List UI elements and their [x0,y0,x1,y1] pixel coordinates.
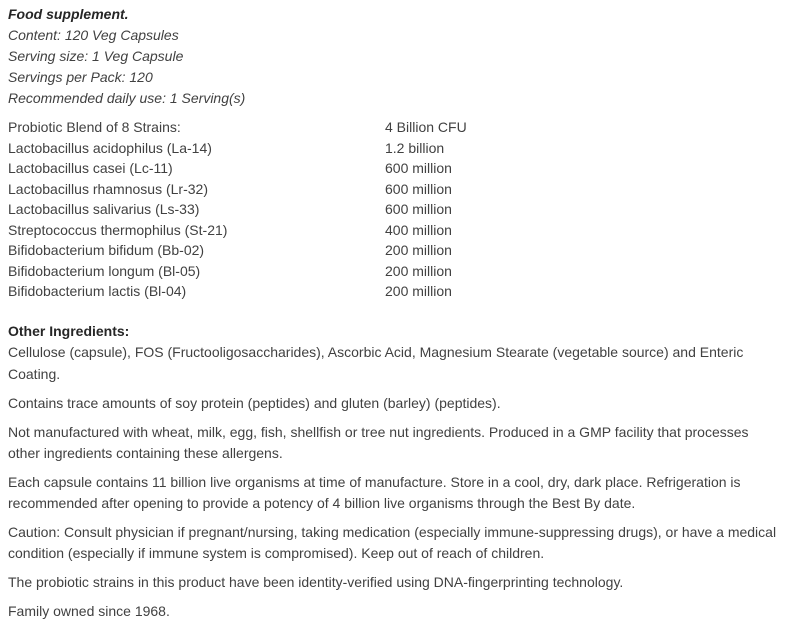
other-ingredients-heading: Other Ingredients: [8,322,130,339]
caution-paragraph: Caution: Consult physician if pregnant/nursing, taking medication (especially immune-suppressing drugs), or have a medical condition (especially if immune system is compromised). Keep out of reach of children. [8,524,777,561]
table-row [8,240,782,261]
supplement-intro-block [8,4,782,109]
potency-storage-paragraph: Each capsule contains 11 billion live organisms at time of manufacture. Store in a cool, dry, dark place. Refrigeration is recommended after opening to provide a potency of 4 billion live organisms through the Best By date. [8,474,741,511]
strain-amount-cell: 200 million [385,283,452,299]
table-row [8,138,782,159]
strain-amount-cell: 200 million [385,242,452,258]
strain-amount-cell: 400 million [385,221,452,238]
servings-per-pack-line: Servings per Pack: 120 [8,69,153,85]
table-row [8,199,782,220]
strain-name-cell: Lactobacillus salivarius (Ls-33) [8,201,200,217]
strain-name-cell: Bifidobacterium lactis (Bl-04) [8,283,187,299]
food-supplement-title: Food supplement. [8,6,129,22]
serving-size-line: Serving size: 1 Veg Capsule [8,48,184,64]
table-row [8,261,782,282]
strain-amount-cell: 600 million [385,201,452,217]
strain-amount-cell: 600 million [385,180,452,197]
strain-amount-cell: 600 million [385,160,452,176]
strain-name-cell: Lactobacillus acidophilus (La-14) [8,139,212,156]
strain-name-cell: Probiotic Blend of 8 Strains: [8,119,181,135]
table-row [8,117,782,138]
family-owned-paragraph: Family owned since 1968. [8,603,170,619]
other-ingredients-body: Cellulose (capsule), FOS (Fructooligosaccharides), Ascorbic Acid, Magnesium Stearate (vegetable source) and Enteric Coating. [8,344,744,382]
dna-verification-paragraph: The probiotic strains in this product have been identity-verified using DNA-fingerprinting technology. [8,574,624,590]
recommended-daily-use-line: Recommended daily use: 1 Serving(s) [8,90,246,106]
table-row [8,220,782,241]
strain-name-cell: Bifidobacterium longum (Bl-05) [8,262,201,279]
content-line: Content: 120 Veg Capsules [8,27,179,43]
allergen-trace-paragraph: Contains trace amounts of soy protein (peptides) and gluten (barley) (peptides). [8,395,501,411]
manufacturing-allergen-paragraph: Not manufactured with wheat, milk, egg, fish, shellfish or tree nut ingredients. Produced in a GMP facility that processes other ingredients containing these allergens. [8,424,749,461]
table-row [8,179,782,200]
strain-name-cell: Bifidobacterium bifidum (Bb-02) [8,242,205,258]
table-row [8,158,782,179]
strain-amount-cell: 4 Billion CFU [385,119,467,135]
table-row [8,281,782,302]
other-ingredients-section [8,321,782,386]
strain-name-cell: Lactobacillus rhamnosus (Lr-32) [8,180,208,197]
strain-amount-cell: 1.2 billion [385,139,445,156]
strain-name-cell: Lactobacillus casei (Lc-11) [8,160,173,176]
strain-amount-cell: 200 million [385,262,452,279]
probiotic-strains-table [8,117,782,302]
strain-name-cell: Streptococcus thermophilus (St-21) [8,221,228,238]
